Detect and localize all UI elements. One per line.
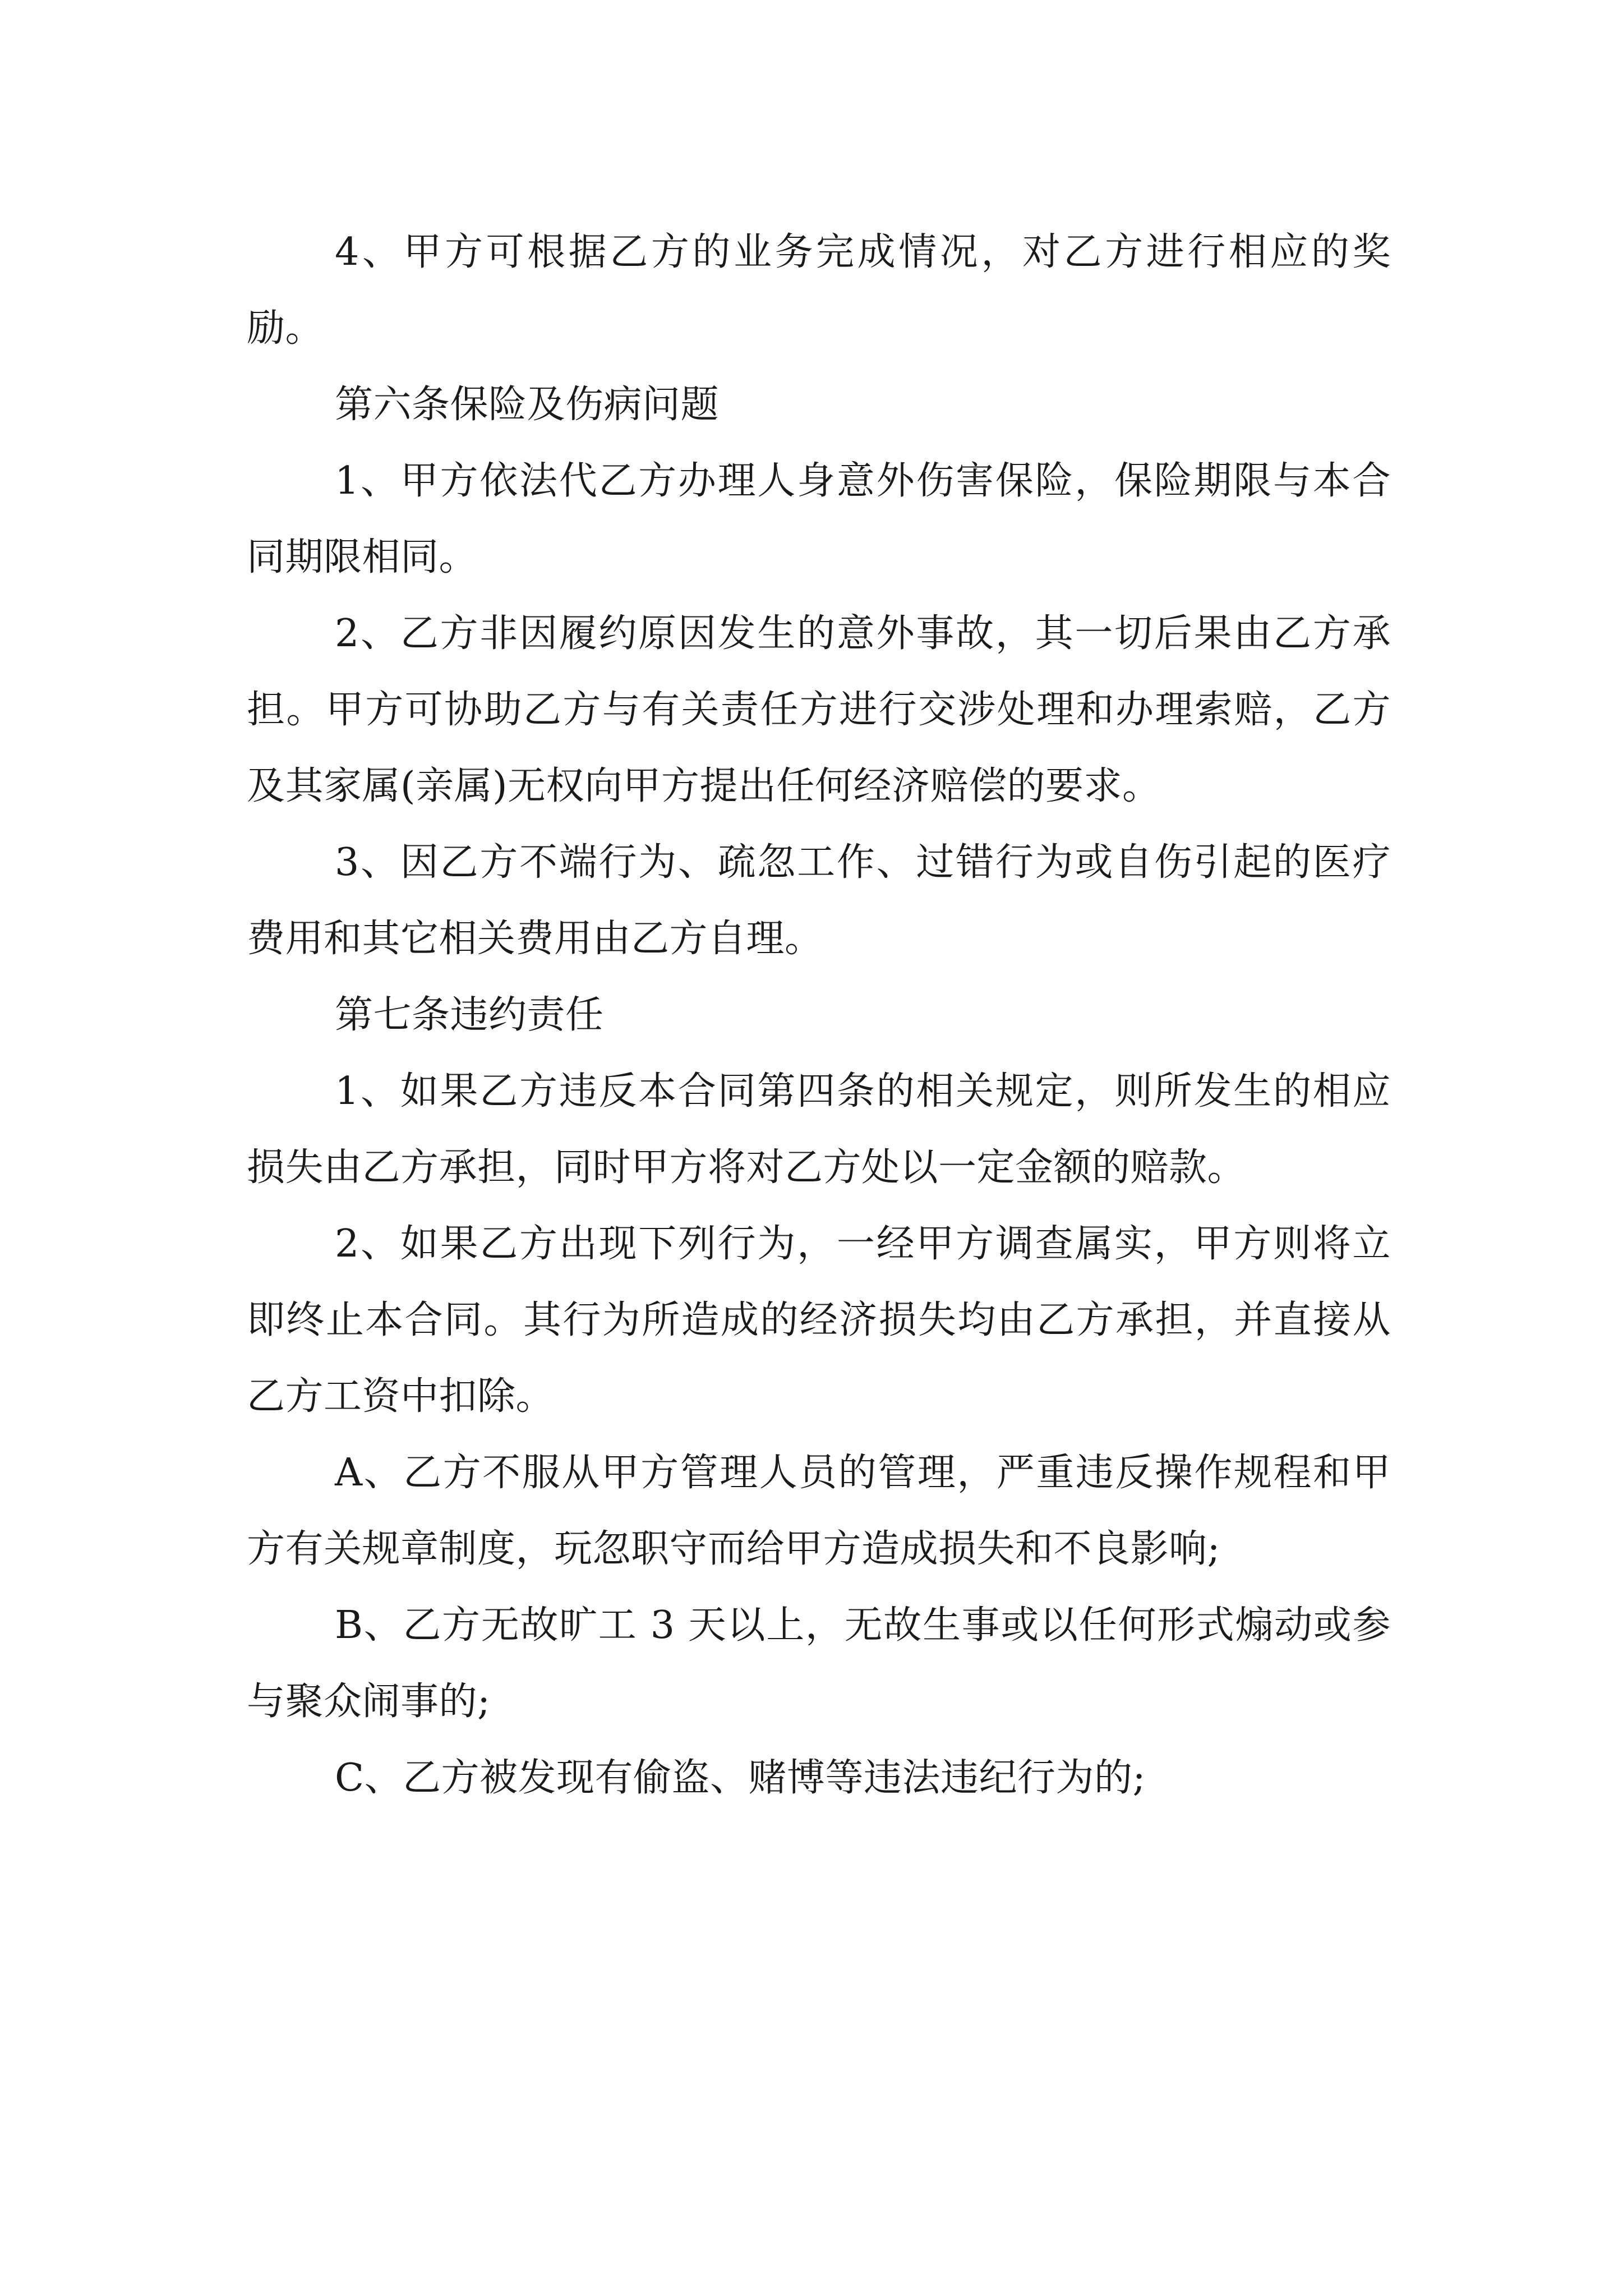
clause-6-2-paragraph: 2、乙方非因履约原因发生的意外事故，其一切后果由乙方承担。甲方可协助乙方与有关责任方进行交涉处理和办理索赔，乙方及其家属(亲属)无权向甲方提出任何经济赔偿的要求。 (247, 611, 1391, 808)
clause-7-2-item-a: A、乙方不服从甲方管理人员的管理，严重违反操作规程和甲方有关规章制度，玩忽职守而给甲方造成损失和不良影响; (247, 1451, 1391, 1571)
clause-6-1-paragraph: 1、甲方依法代乙方办理人身意外伤害保险，保险期限与本合同期限相同。 (247, 459, 1391, 579)
clause-7-2-item-b: B、乙方无故旷工 3 天以上，无故生事或以任何形式煽动或参与聚众闹事的; (247, 1603, 1391, 1724)
article-6-heading: 第六条保险及伤病问题 (335, 383, 720, 427)
document-body (247, 214, 1391, 1816)
article-7-heading: 第七条违约责任 (335, 993, 604, 1037)
clause-7-2-item-c: C、乙方被发现有偷盗、赌博等违法违纪行为的; (335, 1756, 1146, 1800)
clause-5-4-paragraph: 4、甲方可根据乙方的业务完成情况，对乙方进行相应的奖励。 (247, 230, 1391, 351)
clause-7-2-paragraph: 2、如果乙方出现下列行为，一经甲方调查属实，甲方则将立即终止本合同。其行为所造成的经济损失均由乙方承担，并直接从乙方工资中扣除。 (247, 1222, 1391, 1419)
clause-6-3-paragraph: 3、因乙方不端行为、疏忽工作、过错行为或自伤引起的医疗费用和其它相关费用由乙方自理。 (247, 840, 1391, 961)
clause-7-1-paragraph: 1、如果乙方违反本合同第四条的相关规定，则所发生的相应损失由乙方承担，同时甲方将对乙方处以一定金额的赔款。 (247, 1069, 1391, 1190)
